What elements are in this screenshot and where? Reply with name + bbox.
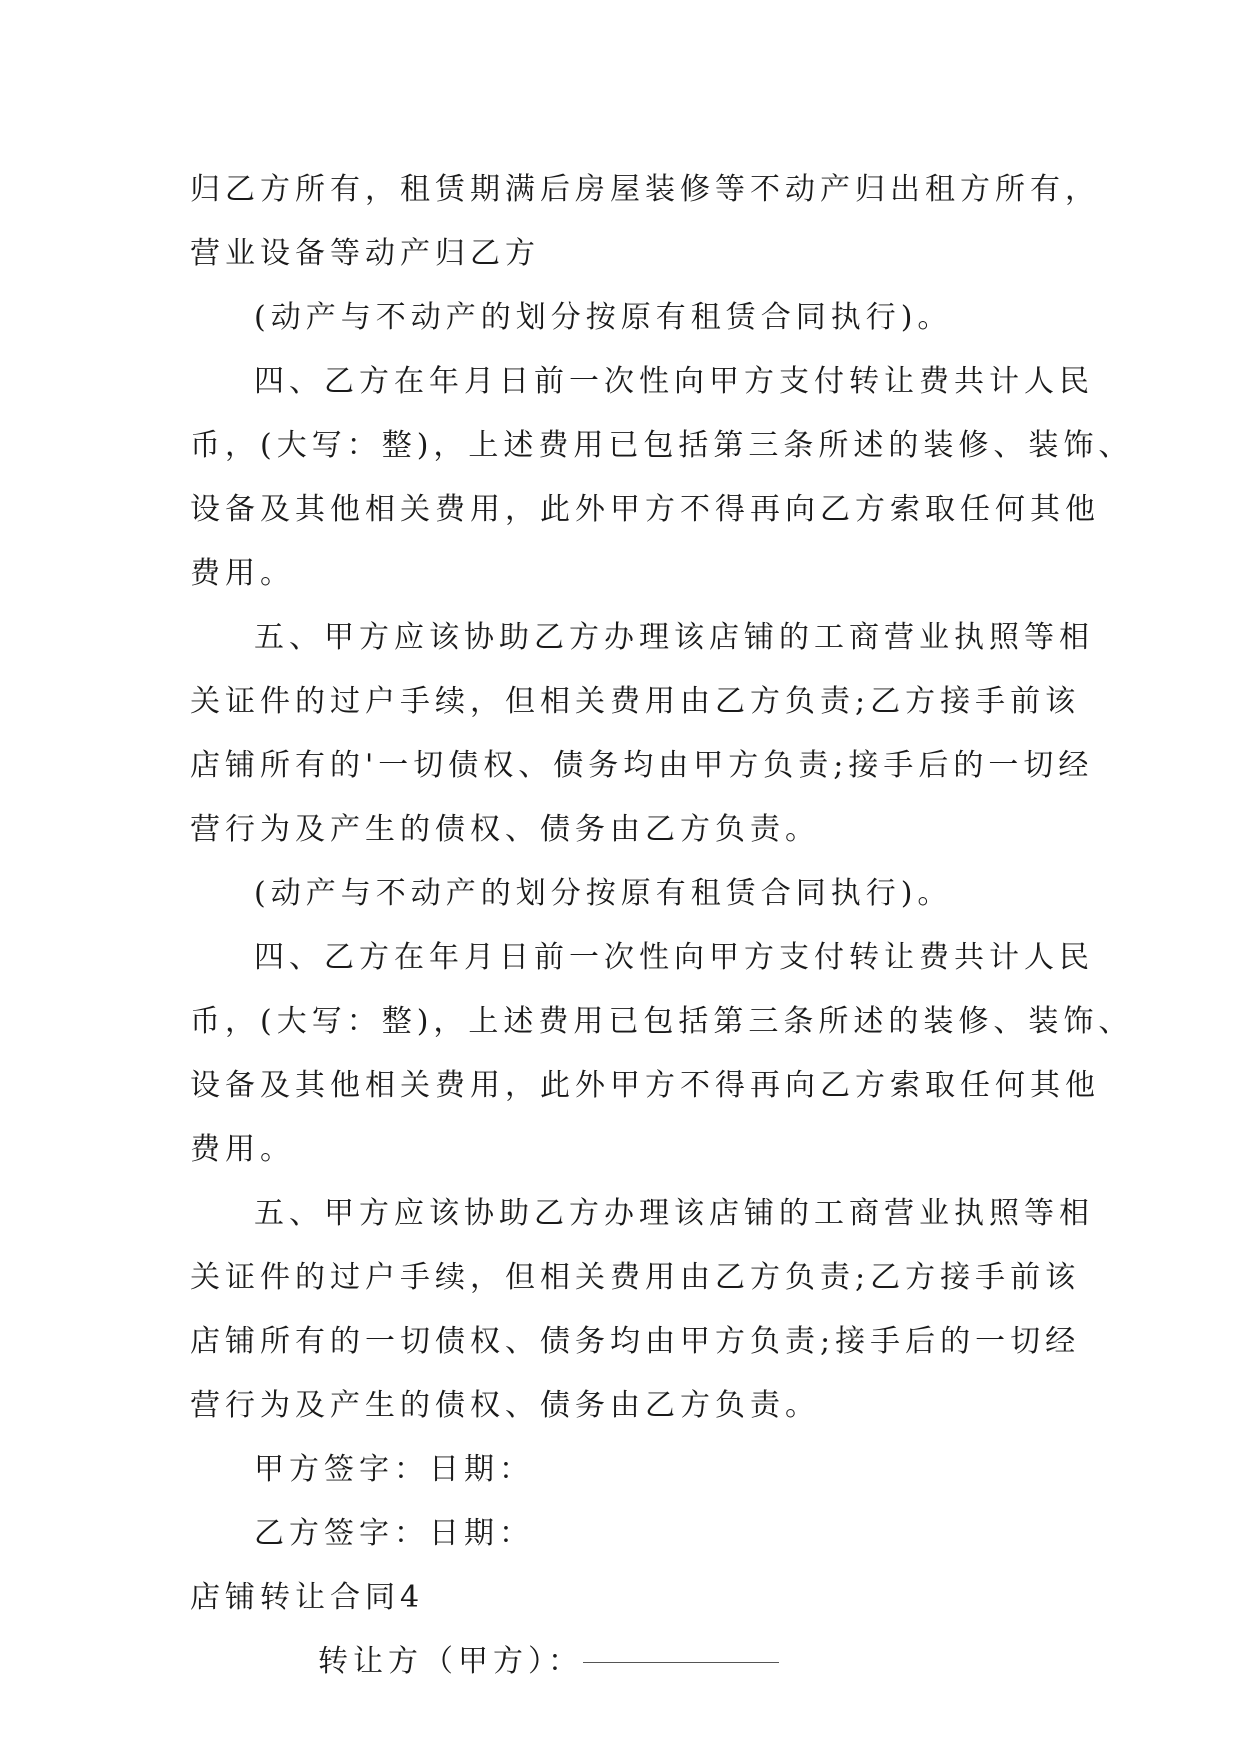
text-line: 四、乙方在年月日前一次性向甲方支付转让费共计人民 — [254, 364, 1094, 399]
text-line: 费用。 — [190, 556, 295, 591]
text-line: 营行为及产生的债权、债务由乙方负责。 — [190, 812, 820, 847]
signature-a-label: 甲方签字：日期： — [254, 1452, 534, 1487]
text-line: 店铺所有的一切债权、债务均由甲方负责;接手后的一切经 — [190, 1324, 1081, 1359]
signature-b-label: 乙方签字：日期： — [254, 1516, 534, 1551]
text-line: (动产与不动产的划分按原有租赁合同执行)。 — [254, 876, 953, 911]
text-line: 四、乙方在年月日前一次性向甲方支付转让费共计人民 — [254, 940, 1094, 975]
text-line: 币，(大写：整)，上述费用已包括第三条所述的装修、装饰、 — [190, 428, 1134, 463]
text-line: 归乙方所有，租赁期满后房屋装修等不动产归出租方所有， — [190, 172, 1100, 207]
text-line: 设备及其他相关费用，此外甲方不得再向乙方索取任何其他 — [190, 1068, 1100, 1103]
text-line: 五、甲方应该协助乙方办理该店铺的工商营业执照等相 — [254, 1196, 1094, 1231]
text-line: 营行为及产生的债权、债务由乙方负责。 — [190, 1388, 820, 1423]
text-line: 关证件的过户手续，但相关费用由乙方负责;乙方接手前该 — [190, 1260, 1081, 1295]
paragraph-note — [190, 862, 1060, 926]
paragraph-continued — [190, 158, 1100, 286]
text-line: 设备及其他相关费用，此外甲方不得再向乙方索取任何其他 — [190, 492, 1100, 527]
paragraph-note — [190, 286, 1060, 350]
paragraph-clause-4 — [190, 926, 1134, 1182]
transferor-line — [190, 1630, 1060, 1694]
signature-party-a — [190, 1438, 1060, 1502]
text-line: 币，(大写：整)，上述费用已包括第三条所述的装修、装饰、 — [190, 1004, 1134, 1039]
text-line: 五、甲方应该协助乙方办理该店铺的工商营业执照等相 — [254, 620, 1094, 655]
transferor-label: 转让方（甲方）： — [318, 1644, 583, 1679]
text-line: 店铺所有的'一切债权、债务均由甲方负责;接手后的一切经 — [190, 748, 1094, 783]
signature-party-b — [190, 1502, 1060, 1566]
text-line: 费用。 — [190, 1132, 295, 1167]
contract-heading-text: 店铺转让合同4 — [190, 1580, 425, 1615]
document-body — [190, 158, 1134, 1694]
text-line: 关证件的过户手续，但相关费用由乙方负责;乙方接手前该 — [190, 684, 1081, 719]
text-line: (动产与不动产的划分按原有租赁合同执行)。 — [254, 300, 953, 335]
contract-heading — [190, 1566, 1060, 1630]
paragraph-clause-5 — [190, 606, 1094, 862]
transferor-blank-line — [583, 1661, 779, 1663]
paragraph-clause-5 — [190, 1182, 1094, 1438]
text-line: 营业设备等动产归乙方 — [190, 236, 540, 271]
paragraph-clause-4 — [190, 350, 1134, 606]
